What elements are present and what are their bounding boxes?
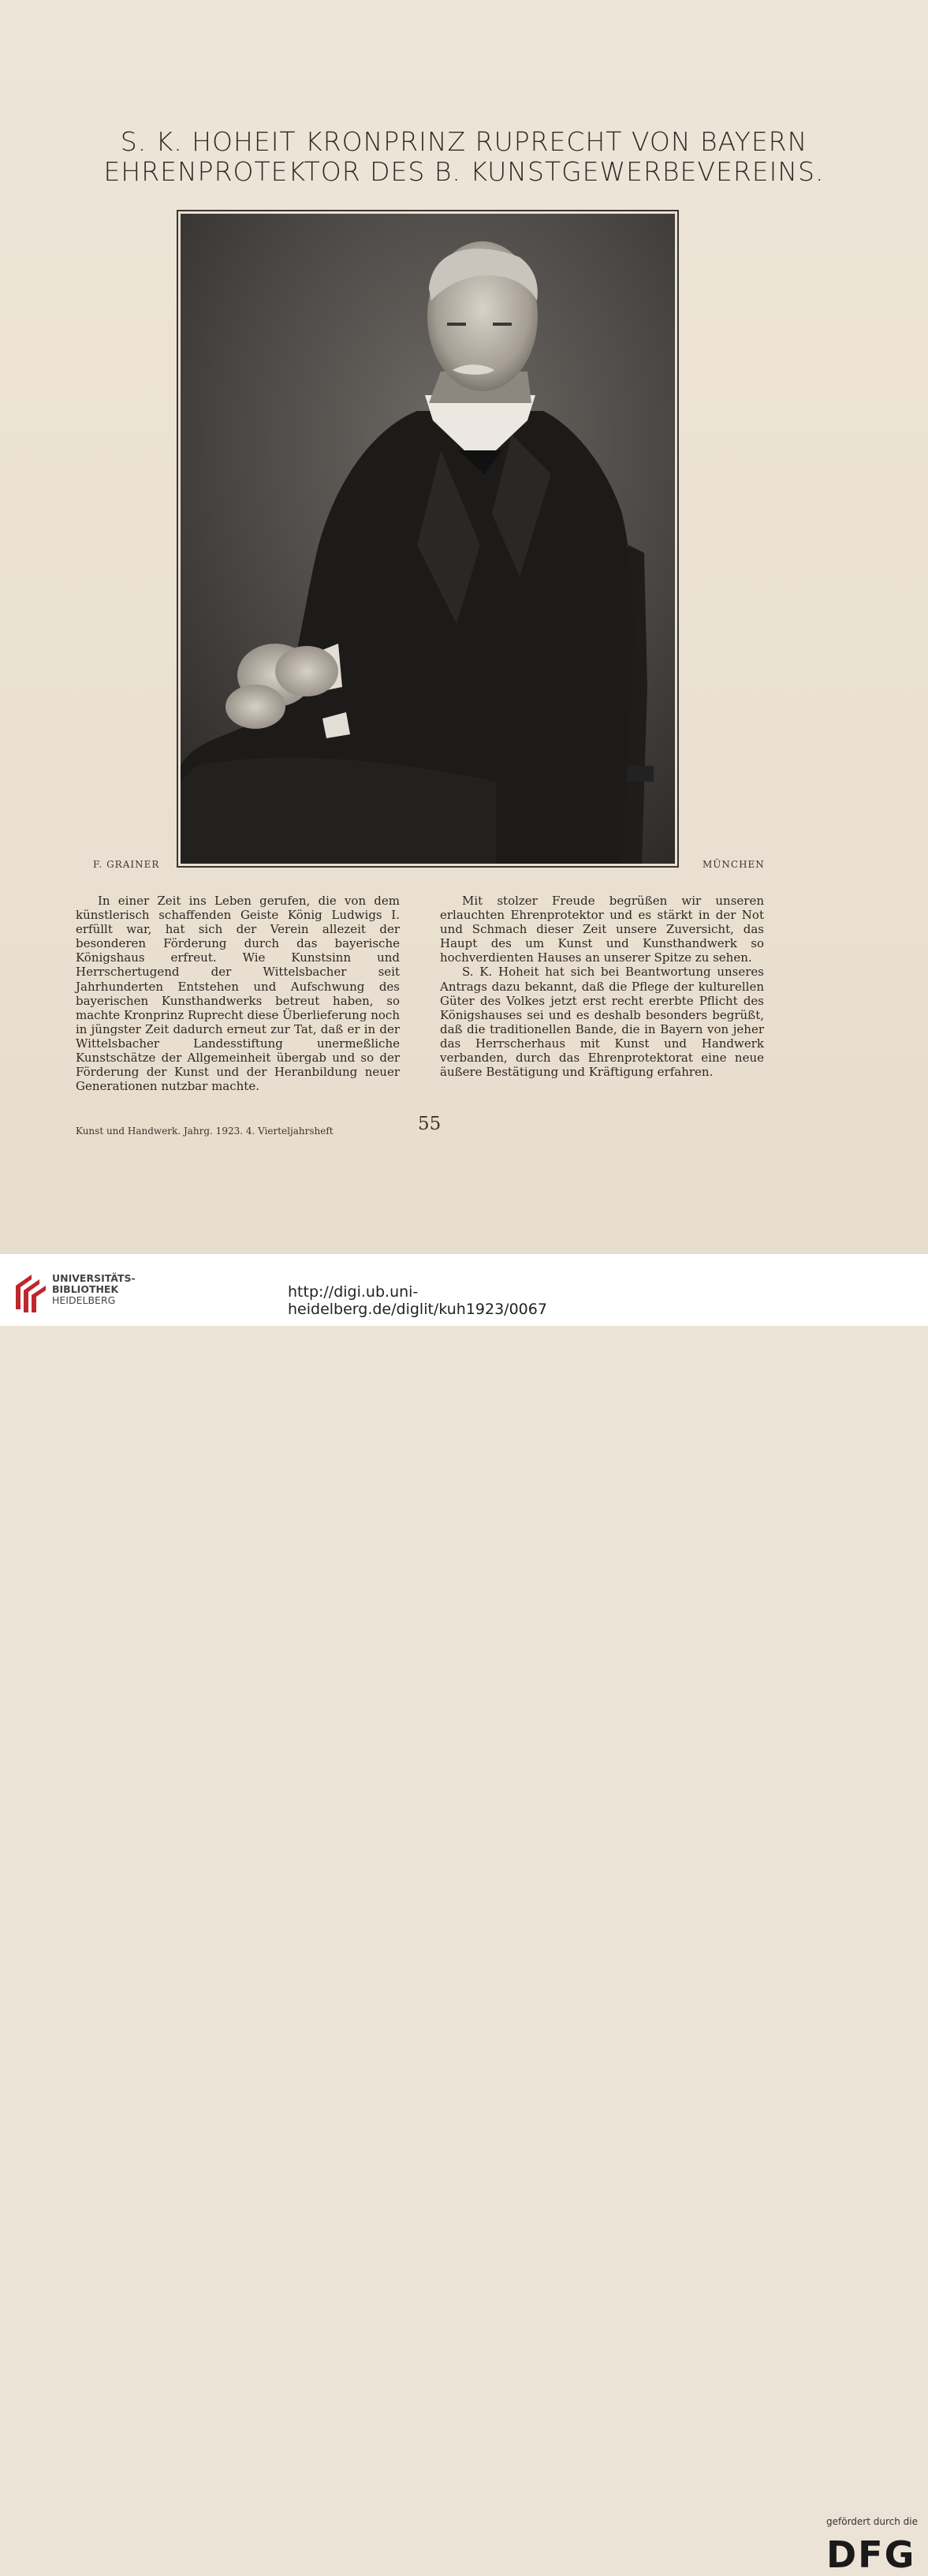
dfg-logo: DFG — [826, 2533, 916, 2576]
permalink-url[interactable]: http://digi.ub.uni-heidelberg.de/diglit/kuh1923/0067 — [288, 1283, 547, 1318]
photo-credit-photographer: F. GRAINER — [93, 859, 160, 870]
photo-credit-location: MÜNCHEN — [703, 859, 765, 870]
page-number: 55 — [418, 1114, 442, 1134]
journal-citation: Kunst und Handwerk. Jahrg. 1923. 4. Vierteljahrsheft — [76, 1126, 334, 1137]
paragraph: S. K. Hoheit hat sich bei Beantwortung unseres Antrags dazu bekannt, daß die Pflege der kulturellen Güter des Volkes jetzt erst recht ererbte Pflicht des Königshauses sei und es deshalb besonders begrüßt, daß die traditionellen Bande, die in Bayern von jeher das Herrscherhaus mit Kunst und Handwerk verbanden, durch das Ehrenprotektorat eine neue äußere Bestätigung und Kräftigung erfahren. — [440, 965, 764, 1080]
portrait-photograph — [181, 214, 675, 864]
university-library-logo-icon — [11, 1270, 49, 1314]
university-library-name — [52, 1273, 136, 1306]
paragraph: Mit stolzer Freude begrüßen wir unseren erlauchten Ehrenprotektor und es stärkt in der Not und Schmach dieser Zeit unsere Zuversicht, das Haupt des um Kunst und Kunsthandwerk so hochverdienten Hauses an unserer Spitze zu sehen. — [440, 894, 764, 965]
text-column-right — [440, 894, 764, 1079]
text-column-left — [76, 894, 400, 1093]
page-title-line-2: EHRENPROTEKTOR DES B. KUNSTGEWERBEVEREINS. — [103, 156, 825, 187]
page-title-line-1: S. K. HOHEIT KRONPRINZ RUPRECHT VON BAYERN — [120, 126, 808, 157]
paragraph: In einer Zeit ins Leben gerufen, die von dem künstlerisch schaffenden Geiste König Ludwigs I. erfüllt war, hat sich der Verein allezeit der besonderen Förderung durch das bayerische Königshaus erfreut. Wie Kunstsinn und Herrschertugend der Wittelsbacher seit Jahrhunderten Entstehen und Aufschwung des bayerischen Kunsthandwerks betreut haben, so machte Kronprinz Ruprecht diese Überlieferung noch in jüngster Zeit dadurch erneut zur Tat, daß er in der Wittelsbacher Landesstiftung unermeßliche Kunstschätze der Allgemeinheit übergab und so der Förderung der Kunst und der Heranbildung neuer Generationen nutzbar machte. — [76, 894, 400, 1094]
scanned-page — [0, 0, 928, 1254]
library-name-line: BIBLIOTHEK — [52, 1283, 119, 1295]
library-name-line: UNIVERSITÄTS- — [52, 1272, 136, 1284]
portrait-photo-frame — [177, 210, 679, 868]
funding-note: gefördert durch die — [826, 2516, 918, 2527]
library-name-line: HEIDELBERG — [52, 1294, 116, 1306]
